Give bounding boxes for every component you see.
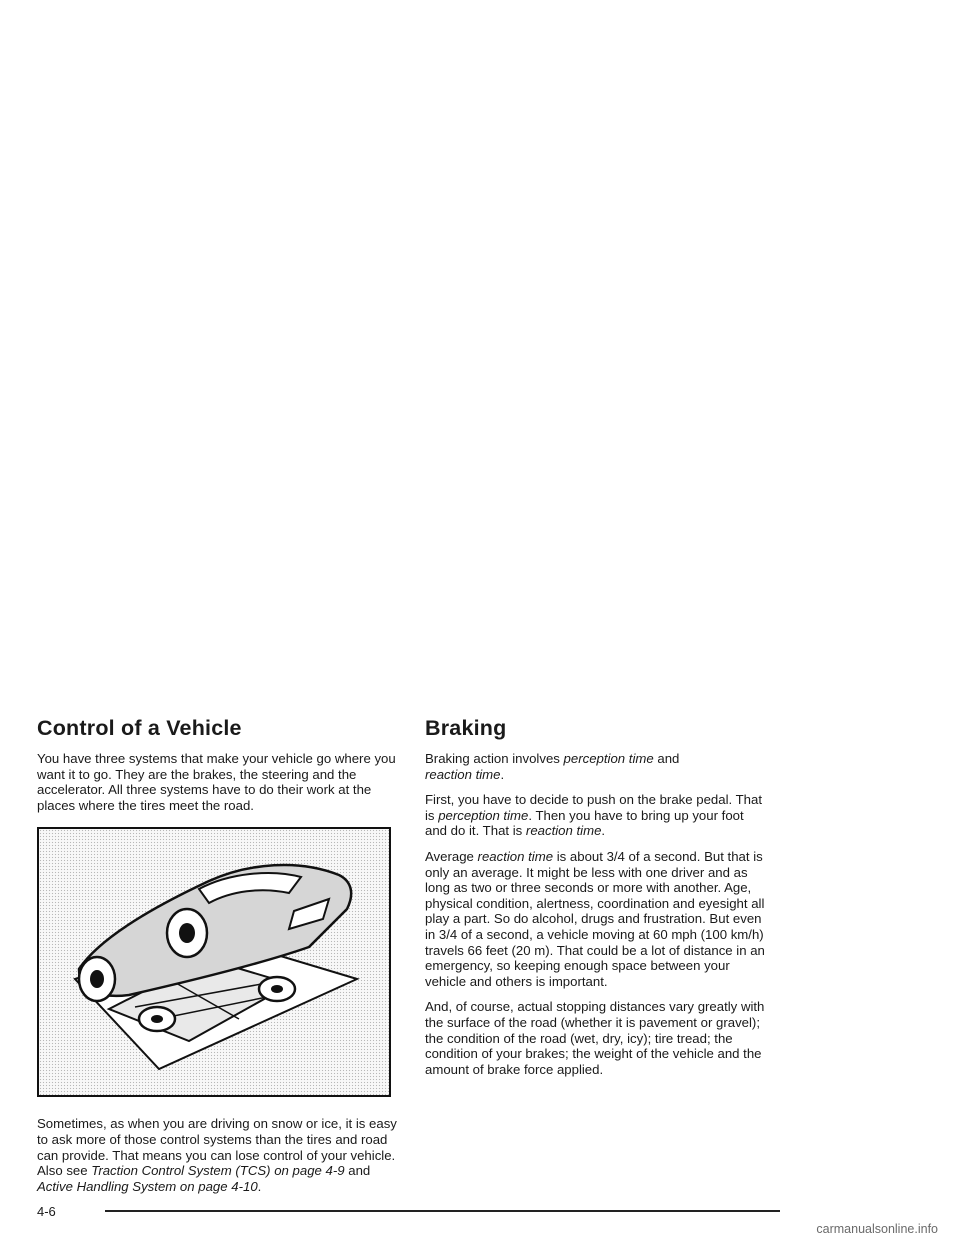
footer-rule — [105, 1210, 780, 1212]
section-heading-braking: Braking — [425, 716, 507, 740]
control-intro-paragraph: You have three systems that make your vehicle go where you want it to go. They are the brakes, the steering and the accelerator. All three systems have to do their work at the places where the tires meet the road. — [37, 751, 396, 813]
perception-time-term: perception time — [438, 807, 529, 823]
control-para-and: and — [344, 1163, 371, 1179]
car-illustration-icon — [39, 829, 389, 1095]
right-column — [425, 716, 765, 1087]
page-number: 4-6 — [37, 1204, 56, 1219]
active-handling-reference-link[interactable]: Active Handling System on page 4-10 — [37, 1178, 258, 1194]
control-para-text: Sometimes, as when you are driving on snow or ice, it is easy to ask more of those control systems than the tires and road can provide. That means you can lose control of your vehicle. Also see — [37, 1116, 397, 1179]
control-para-period: . — [257, 1178, 262, 1194]
control-warning-paragraph — [37, 1116, 397, 1194]
perception-time-term: perception time — [563, 751, 654, 766]
reaction-time-term: reaction time — [525, 823, 602, 839]
braking-paragraph-2 — [425, 792, 765, 839]
braking-p2-text: First, you have to decide to push on the brake pedal. That is — [425, 792, 762, 823]
braking-paragraph-3 — [425, 849, 765, 989]
braking-p1-period: . — [500, 766, 505, 782]
left-column — [37, 716, 397, 1204]
tcs-reference-link[interactable]: Traction Control System (TCS) on page 4-9 — [91, 1163, 345, 1179]
braking-p1-text: Braking action involves — [425, 751, 564, 766]
reaction-time-term: reaction time — [477, 848, 554, 864]
braking-paragraph-1 — [425, 751, 765, 782]
braking-p2-mid: . Then you have to bring up your foot and do it. That is — [425, 807, 744, 839]
reaction-time-term: reaction time — [425, 766, 501, 782]
section-heading-control: Control of a Vehicle — [37, 716, 242, 740]
braking-paragraph-4: And, of course, actual stopping distances vary greatly with the surface of the road (whether it is pavement or gravel); the condition of the road (wet, dry, icy); tire tread; the condition of your brakes; the weight of the vehicle and the amount of brake force applied. — [425, 999, 765, 1077]
braking-p1-and: and — [653, 751, 680, 766]
braking-p2-period: . — [601, 823, 606, 839]
braking-p3-text: Average — [425, 848, 478, 864]
braking-p3-rest: is about 3/4 of a second. But that is only an average. It might be less with one driver and as long as two or three seconds or more with another. Age, physical condition, alertness, coordination and eyesight all play a part. So do alcohol, drugs and frustration. But even in 3/4 of a second, a vehicle moving at 60 mph (100 km/h) travels 66 feet (20 m). That could be a lot of distance in an emergency, so keeping enough space between your vehicle and others is important. — [425, 848, 765, 989]
car-underside-illustration — [37, 827, 391, 1097]
watermark: carmanualsonline.info — [816, 1222, 938, 1236]
